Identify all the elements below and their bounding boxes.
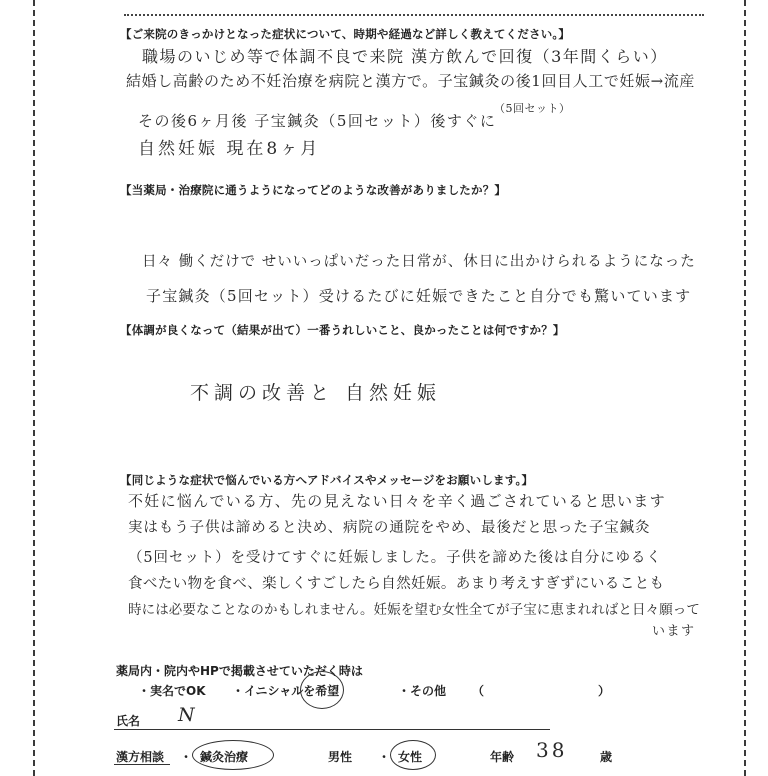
answer-1-line-2: 結婚し高齢のため不妊治療を病院と漢方で。子宝鍼灸の後1回目人工で妊娠→流産 <box>126 72 696 90</box>
answer-1-note: （5回セット） <box>494 102 571 115</box>
separator-dot-2: ・ <box>378 750 391 764</box>
option-other[interactable]: ・その他 <box>398 684 447 698</box>
name-underline <box>114 729 550 730</box>
acupuncture-circle-mark <box>192 740 274 770</box>
answer-1-line-1: 職場のいじめ等で体調不良で来院 漢方飲んで回復（3年間くらい） <box>142 47 668 66</box>
option-female[interactable]: 女性 <box>398 750 423 764</box>
question-2: 【当薬局・治療院に通うようになってどのような改善がありましたか？】 <box>120 183 507 197</box>
option-real-name[interactable]: ・実名でOK <box>138 684 206 698</box>
female-circle-mark <box>390 740 436 770</box>
age-unit: 歳 <box>600 750 613 764</box>
option-kampo[interactable]: 漢方相談 <box>116 750 165 764</box>
name-label: 氏名 <box>116 714 141 728</box>
question-4: 【同じような症状で悩んでいる方へアドバイスやメッセージをお願いします。】 <box>120 473 534 487</box>
answer-1-line-3: その後6ヶ月後 子宝鍼灸（5回セット）後すぐに <box>138 112 497 130</box>
answer-4-line-5: 時には必要なことなのかもしれません。妊娠を望む女性全てが子宝に恵まれればと日々願って <box>128 602 701 618</box>
option-acupuncture[interactable]: 鍼灸治療 <box>200 750 249 764</box>
answer-1-line-4: 自然妊娠 現在8ヶ月 <box>138 139 321 159</box>
option-initial-circle-mark <box>300 671 344 709</box>
answer-4-line-1: 不妊に悩んでいる方、先の見えない日々を辛く過ごされていると思います <box>128 492 666 510</box>
publish-label: 薬局内・院内やHPで掲載させていただく時は <box>116 664 363 678</box>
answer-2-line-1: 日々 働くだけで せいいっぱいだった日常が、休日に出かけられるようになった <box>142 254 696 270</box>
answer-4-line-6: います <box>652 624 696 639</box>
question-3: 【体調が良くなって（結果が出て）一番うれしいこと、良かったことは何ですか？】 <box>120 323 565 337</box>
answer-2-line-2: 子宝鍼灸（5回セット）受けるたびに妊娠できたこと自分でも驚いています <box>146 287 692 305</box>
option-initial[interactable]: ・イニシャルを希望 <box>232 684 340 698</box>
option-other-paren-open: （ <box>472 684 485 698</box>
kampo-underline <box>114 764 170 765</box>
top-dotted-line <box>124 14 704 16</box>
answer-4-line-3: （5回セット）を受けてすぐに妊娠しました。子供を諦めた後は自分にゆるく <box>128 550 662 566</box>
age-value[interactable]: 38 <box>536 738 568 762</box>
question-1: 【ご来院のきっかけとなった症状について、時期や経過など詳しく教えてください。】 <box>120 27 571 41</box>
answer-4-line-4: 食べたい物を食べ、楽しくすごしたら自然妊娠。あまり考えすぎずにいることも <box>128 576 665 592</box>
left-dashed-border <box>33 0 35 776</box>
answer-4-line-2: 実はもう子供は諦めると決め、病院の通院をやめ、最後だと思った子宝鍼灸 <box>128 520 651 536</box>
answer-3-line-1: 不調の改善と 自然妊娠 <box>190 382 442 404</box>
option-other-paren-close: ） <box>598 684 611 698</box>
name-value[interactable]: N <box>178 704 197 726</box>
separator-dot-1: ・ <box>180 750 193 764</box>
right-dashed-border <box>744 0 746 776</box>
option-male[interactable]: 男性 <box>328 750 353 764</box>
age-label: 年齢 <box>490 750 515 764</box>
